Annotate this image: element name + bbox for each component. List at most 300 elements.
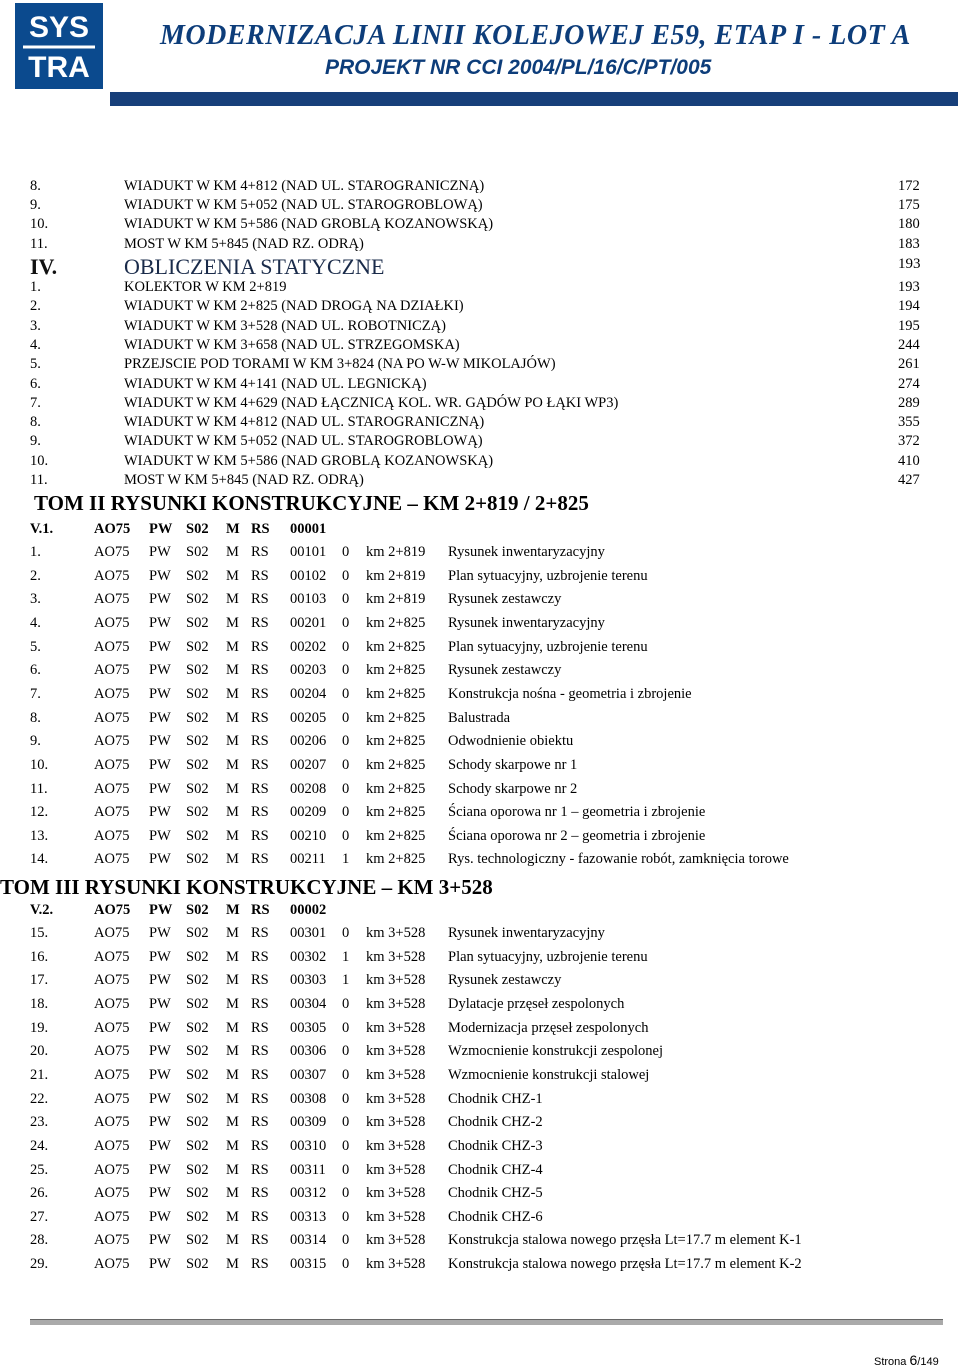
volume-code-part: S02: [186, 521, 209, 537]
drawing-number: 19.: [30, 1019, 49, 1036]
toc-number: 10.: [30, 216, 49, 233]
drawing-sheet: 00209: [290, 804, 327, 821]
table-row: [30, 949, 930, 969]
toc-entry: [30, 356, 930, 375]
drawing-code-a: AO75: [94, 733, 130, 750]
toc-page: 193: [898, 279, 920, 295]
drawing-title: Wzmocnienie konstrukcji zespolonej: [448, 1043, 664, 1060]
volume-code-part: 00001: [290, 521, 327, 537]
drawing-code-d: M: [226, 1256, 239, 1273]
table-row: [30, 1256, 930, 1276]
drawing-km: km 2+825: [366, 780, 426, 797]
drawing-code-b: PW: [149, 567, 171, 584]
drawing-code-d: M: [226, 780, 239, 797]
drawing-sheet: 00206: [290, 733, 327, 750]
table-row: [30, 828, 930, 848]
drawing-code-e: RS: [251, 1137, 269, 1154]
drawing-sheet: 00101: [290, 544, 327, 560]
toc-entry: [30, 414, 930, 433]
toc-page: 195: [898, 317, 920, 334]
drawing-km: km 3+528: [366, 1043, 426, 1060]
drawing-code-b: PW: [149, 995, 171, 1012]
drawing-code-d: M: [226, 1161, 239, 1178]
volume-code-part: S02: [186, 902, 209, 918]
drawing-code-d: M: [226, 1114, 239, 1131]
drawing-number: 15.: [30, 925, 49, 941]
drawing-number: 17.: [30, 972, 49, 989]
table-row: [30, 1209, 930, 1229]
drawing-code-d: M: [226, 733, 239, 750]
toc-title: PRZEJSCIE POD TORAMI W KM 3+824 (NA PO W-W MIKOLAJÓW): [124, 356, 556, 373]
drawing-revision: 0: [342, 995, 350, 1012]
drawing-code-d: M: [226, 1208, 239, 1225]
drawing-number: 10.: [30, 756, 49, 773]
drawing-title: Modernizacja przęseł zespolonych: [448, 1019, 649, 1036]
drawing-code-e: RS: [251, 1090, 269, 1107]
drawing-sheet: 00211: [290, 851, 326, 868]
drawing-code-b: PW: [149, 804, 171, 821]
drawing-code-d: M: [226, 1232, 239, 1249]
toc-number: 8.: [30, 414, 41, 431]
drawing-km: km 3+528: [366, 1114, 426, 1131]
drawing-title: Schody skarpowe nr 1: [448, 756, 578, 773]
drawing-code-b: PW: [149, 1114, 171, 1131]
drawing-title: Chodnik CHZ-4: [448, 1161, 543, 1178]
toc-number: 9.: [30, 433, 41, 450]
drawing-code-a: AO75: [94, 1019, 130, 1036]
toc-title: WIADUKT W KM 5+052 (NAD UL. STAROGROBLOWĄ): [124, 433, 483, 450]
toc-title: WIADUKT W KM 4+141 (NAD UL. LEGNICKĄ): [124, 375, 427, 392]
drawing-code-c: S02: [186, 995, 209, 1012]
drawing-sheet: 00307: [290, 1066, 327, 1083]
drawing-km: km 3+528: [366, 1208, 426, 1225]
drawing-sheet: 00305: [290, 1019, 327, 1036]
drawing-code-c: S02: [186, 638, 209, 655]
drawing-code-a: AO75: [94, 1090, 130, 1107]
drawing-code-a: AO75: [94, 780, 130, 797]
drawing-revision: 0: [342, 1208, 350, 1225]
drawing-code-a: AO75: [94, 1185, 130, 1202]
table-row: [30, 1138, 930, 1158]
drawing-code-d: M: [226, 709, 239, 726]
page-total: /149: [917, 1356, 939, 1368]
drawing-km: km 2+825: [366, 733, 426, 750]
drawing-title: Wzmocnienie konstrukcji stalowej: [448, 1066, 650, 1083]
drawing-km: km 3+528: [366, 1185, 426, 1202]
drawing-code-d: M: [226, 851, 239, 868]
drawing-code-c: S02: [186, 1066, 209, 1083]
drawing-code-c: S02: [186, 685, 209, 702]
drawing-code-d: M: [226, 1090, 239, 1107]
toc-number: 9.: [30, 197, 41, 214]
drawing-code-a: AO75: [94, 638, 130, 655]
drawing-title: Rys. technologiczny - fazowanie robót, zamknięcia torowe: [448, 851, 789, 868]
drawing-code-a: AO75: [94, 685, 130, 702]
drawing-code-b: PW: [149, 733, 171, 750]
drawing-number: 23.: [30, 1114, 49, 1131]
drawing-code-a: AO75: [94, 1137, 130, 1154]
section-title: OBLICZENIA STATYCZNE: [124, 254, 385, 279]
drawing-sheet: 00205: [290, 709, 327, 726]
drawing-code-a: AO75: [94, 1114, 130, 1131]
drawing-code-c: S02: [186, 1161, 209, 1178]
toc-page: 175: [898, 197, 920, 214]
drawing-title: Konstrukcja stalowa nowego przęsła Lt=17.7 m element K-1: [448, 1232, 802, 1249]
table-row: [30, 1043, 930, 1063]
drawing-km: km 2+825: [366, 851, 426, 868]
drawing-number: 24.: [30, 1137, 49, 1154]
drawing-code-c: S02: [186, 567, 209, 584]
drawing-code-c: S02: [186, 1019, 209, 1036]
drawing-number: 12.: [30, 804, 49, 821]
drawing-code-e: RS: [251, 1043, 269, 1060]
drawing-number: 6.: [30, 662, 41, 679]
drawing-km: km 3+528: [366, 995, 426, 1012]
drawing-code-c: S02: [186, 756, 209, 773]
drawing-number: 1.: [30, 544, 41, 560]
drawing-code-d: M: [226, 972, 239, 989]
toc-entry: [30, 236, 930, 255]
drawing-code-e: RS: [251, 1114, 269, 1131]
drawing-number: 2.: [30, 567, 41, 584]
drawing-number: 22.: [30, 1090, 49, 1107]
drawing-code-a: AO75: [94, 1066, 130, 1083]
drawing-code-e: RS: [251, 544, 269, 560]
drawing-revision: 0: [342, 1232, 350, 1249]
toc-number: 2.: [30, 298, 41, 315]
table-row: [30, 972, 930, 992]
drawing-code-b: PW: [149, 948, 171, 965]
toc-number: 6.: [30, 375, 41, 392]
drawing-code-d: M: [226, 591, 239, 608]
drawing-revision: 0: [342, 1114, 350, 1131]
drawing-sheet: 00313: [290, 1208, 327, 1225]
drawing-code-a: AO75: [94, 1232, 130, 1249]
drawing-sheet: 00308: [290, 1090, 327, 1107]
table-row: [30, 1232, 930, 1252]
volume-code-part: AO75: [94, 902, 131, 918]
drawing-code-b: PW: [149, 1066, 171, 1083]
page-current: 6: [909, 1352, 918, 1368]
volume-code-part: AO75: [94, 521, 131, 537]
drawing-code-c: S02: [186, 1114, 209, 1131]
drawing-code-e: RS: [251, 662, 269, 679]
drawing-code-d: M: [226, 544, 239, 560]
drawing-title: Rysunek zestawczy: [448, 591, 562, 608]
toc-entry: [30, 197, 930, 216]
drawing-code-a: AO75: [94, 995, 130, 1012]
drawing-title: Rysunek inwentaryzacyjny: [448, 614, 605, 631]
table-row: [30, 804, 930, 824]
table-row: [30, 615, 930, 635]
drawing-km: km 2+825: [366, 756, 426, 773]
toc-entry: [30, 298, 930, 317]
drawing-title: Rysunek inwentaryzacyjny: [448, 925, 605, 941]
drawing-number: 4.: [30, 614, 41, 631]
drawing-code-b: PW: [149, 591, 171, 608]
drawing-title: Rysunek zestawczy: [448, 972, 562, 989]
drawing-sheet: 00315: [290, 1256, 327, 1273]
drawing-code-e: RS: [251, 733, 269, 750]
drawing-code-b: PW: [149, 1137, 171, 1154]
systra-logo: [15, 3, 103, 89]
drawing-code-c: S02: [186, 662, 209, 679]
toc-entry: [30, 216, 930, 235]
toc-number: 11.: [30, 235, 48, 252]
toc-entry: [30, 279, 930, 298]
drawing-revision: 1: [342, 972, 350, 989]
drawing-revision: 0: [342, 1185, 350, 1202]
document-title: MODERNIZACJA LINII KOLEJOWEJ E59, ETAP I - LOT A: [160, 20, 911, 51]
drawing-title: Dylatacje przęseł zespolonych: [448, 995, 625, 1012]
drawing-revision: 0: [342, 1066, 350, 1083]
drawing-number: 26.: [30, 1185, 49, 1202]
table-row: [30, 1020, 930, 1040]
toc-page: 172: [898, 178, 920, 194]
drawing-revision: 0: [342, 1043, 350, 1060]
drawing-revision: 0: [342, 544, 350, 560]
table-row: [30, 544, 930, 564]
toc-number: 8.: [30, 178, 41, 194]
toc-page: 355: [898, 414, 920, 431]
table-row: [30, 925, 930, 945]
toc-page: 183: [898, 235, 920, 252]
project-number: PROJEKT NR CCI 2004/PL/16/C/PT/005: [325, 56, 712, 79]
drawing-code-a: AO75: [94, 1208, 130, 1225]
drawing-sheet: 00103: [290, 591, 327, 608]
drawing-code-a: AO75: [94, 567, 130, 584]
drawing-revision: 0: [342, 733, 350, 750]
logo-text-top: SYS: [28, 11, 90, 44]
drawing-code-c: S02: [186, 544, 209, 560]
drawing-code-b: PW: [149, 1043, 171, 1060]
toc-number: 10.: [30, 452, 49, 469]
drawing-code-b: PW: [149, 851, 171, 868]
drawing-code-d: M: [226, 614, 239, 631]
drawing-number: 18.: [30, 995, 49, 1012]
toc-title: WIADUKT W KM 5+052 (NAD UL. STAROGROBLOWĄ): [124, 197, 483, 214]
table-row: [30, 568, 930, 588]
drawing-revision: 1: [342, 948, 350, 965]
drawing-code-e: RS: [251, 1019, 269, 1036]
table-row: [30, 639, 930, 659]
drawing-km: km 2+819: [366, 544, 426, 560]
drawing-number: 11.: [30, 780, 48, 797]
table-row: [30, 1114, 930, 1134]
drawing-code-a: AO75: [94, 662, 130, 679]
toc-number: 7.: [30, 394, 41, 411]
drawing-code-d: M: [226, 685, 239, 702]
toc-page: 427: [898, 472, 920, 488]
toc-title: WIADUKT W KM 5+586 (NAD GROBLĄ KOZANOWSKĄ): [124, 452, 494, 469]
footer-rule: [30, 1319, 943, 1325]
drawing-code-b: PW: [149, 1185, 171, 1202]
toc-title: MOST W KM 5+845 (NAD RZ. ODRĄ): [124, 472, 364, 488]
toc-entry: [30, 337, 930, 356]
drawing-code-d: M: [226, 756, 239, 773]
table-row: [30, 710, 930, 730]
drawing-code-a: AO75: [94, 851, 130, 868]
drawing-code-b: PW: [149, 780, 171, 797]
drawing-revision: 0: [342, 567, 350, 584]
drawing-code-e: RS: [251, 1185, 269, 1202]
drawing-km: km 3+528: [366, 1019, 426, 1036]
toc-entry: [30, 453, 930, 472]
drawing-code-a: AO75: [94, 1161, 130, 1178]
drawing-sheet: 00204: [290, 685, 327, 702]
drawing-revision: 0: [342, 662, 350, 679]
tom2-heading: TOM II RYSUNKI KONSTRUKCYJNE – KM 2+819 / 2+825: [34, 491, 589, 515]
drawing-title: Ściana oporowa nr 1 – geometria i zbrojenie: [448, 804, 706, 821]
volume-code-part: PW: [149, 902, 173, 918]
toc-page: 410: [898, 452, 920, 469]
toc-page: 289: [898, 394, 920, 411]
drawing-km: km 3+528: [366, 972, 426, 989]
drawing-code-e: RS: [251, 827, 269, 844]
volume-code-part: M: [226, 521, 240, 537]
toc-title: WIADUKT W KM 5+586 (NAD GROBLĄ KOZANOWSKĄ): [124, 216, 494, 233]
drawing-km: km 2+825: [366, 827, 426, 844]
drawing-sheet: 00306: [290, 1043, 327, 1060]
drawing-km: km 3+528: [366, 948, 426, 965]
drawing-title: Rysunek zestawczy: [448, 662, 562, 679]
table-row: [30, 996, 930, 1016]
toc-number: 11.: [30, 472, 48, 488]
drawing-revision: 1: [342, 851, 350, 868]
drawing-code-d: M: [226, 948, 239, 965]
drawing-number: 3.: [30, 591, 41, 608]
drawing-code-a: AO75: [94, 756, 130, 773]
drawing-code-b: PW: [149, 925, 171, 941]
drawing-code-d: M: [226, 1019, 239, 1036]
table-row: [30, 686, 930, 706]
drawing-title: Plan sytuacyjny, uzbrojenie terenu: [448, 567, 648, 584]
drawing-code-b: PW: [149, 1256, 171, 1273]
drawing-title: Chodnik CHZ-6: [448, 1208, 543, 1225]
drawing-code-e: RS: [251, 972, 269, 989]
drawing-revision: 0: [342, 1090, 350, 1107]
drawing-km: km 3+528: [366, 1066, 426, 1083]
drawing-code-e: RS: [251, 1256, 269, 1273]
drawing-number: 9.: [30, 733, 41, 750]
drawing-sheet: 00208: [290, 780, 327, 797]
drawing-km: km 2+825: [366, 614, 426, 631]
drawing-code-b: PW: [149, 685, 171, 702]
drawing-number: 14.: [30, 851, 49, 868]
drawing-title: Chodnik CHZ-2: [448, 1114, 543, 1131]
toc-title: WIADUKT W KM 4+629 (NAD ŁĄCZNICĄ KOL. WR. GĄDÓW PO ŁĄKI WP3): [124, 394, 619, 411]
drawing-sheet: 00102: [290, 567, 327, 584]
drawing-code-e: RS: [251, 567, 269, 584]
drawing-code-e: RS: [251, 925, 269, 941]
drawing-code-b: PW: [149, 756, 171, 773]
page-label: Strona: [874, 1356, 907, 1368]
drawing-code-b: PW: [149, 972, 171, 989]
drawing-code-a: AO75: [94, 804, 130, 821]
drawing-km: km 3+528: [366, 1256, 426, 1273]
drawing-code-b: PW: [149, 662, 171, 679]
toc-title: WIADUKT W KM 3+658 (NAD UL. STRZEGOMSKA): [124, 336, 460, 353]
drawing-number: 7.: [30, 685, 41, 702]
drawing-code-c: S02: [186, 709, 209, 726]
drawing-revision: 0: [342, 638, 350, 655]
drawing-revision: 0: [342, 1256, 350, 1273]
drawing-title: Balustrada: [448, 709, 511, 726]
drawing-km: km 3+528: [366, 925, 426, 941]
drawing-code-a: AO75: [94, 544, 130, 560]
logo-graphic: [15, 3, 103, 89]
drawing-code-c: S02: [186, 780, 209, 797]
volume-code-part: 00002: [290, 902, 327, 918]
volume-code-part: V.1.: [30, 521, 54, 537]
drawing-revision: 0: [342, 685, 350, 702]
toc-number: 3.: [30, 317, 41, 334]
table-row: [30, 1091, 930, 1111]
table-row: [30, 1162, 930, 1182]
volume-code-part: RS: [251, 902, 270, 918]
drawing-code-d: M: [226, 827, 239, 844]
drawing-code-c: S02: [186, 972, 209, 989]
drawing-revision: 0: [342, 780, 350, 797]
volume-code-part: V.2.: [30, 902, 54, 918]
drawing-code-c: S02: [186, 1185, 209, 1202]
drawing-revision: 0: [342, 827, 350, 844]
drawing-code-e: RS: [251, 614, 269, 631]
drawing-code-c: S02: [186, 925, 209, 941]
drawing-sheet: 00207: [290, 756, 327, 773]
toc-title: MOST W KM 5+845 (NAD RZ. ODRĄ): [124, 235, 364, 252]
drawing-sheet: 00310: [290, 1137, 327, 1154]
drawing-sheet: 00203: [290, 662, 327, 679]
section-iv-heading: [30, 254, 930, 280]
drawing-code-d: M: [226, 567, 239, 584]
header-rule: [110, 92, 958, 106]
drawing-sheet: 00314: [290, 1232, 327, 1249]
drawing-revision: 0: [342, 1137, 350, 1154]
drawing-code-c: S02: [186, 1208, 209, 1225]
drawing-code-e: RS: [251, 780, 269, 797]
drawing-code-e: RS: [251, 709, 269, 726]
drawing-title: Chodnik CHZ-1: [448, 1090, 543, 1107]
drawing-code-a: AO75: [94, 925, 130, 941]
logo-text-bottom: TRA: [28, 51, 90, 84]
drawing-code-d: M: [226, 1137, 239, 1154]
drawing-sheet: 00301: [290, 925, 327, 941]
toc-page: 274: [898, 375, 920, 392]
drawing-title: Rysunek inwentaryzacyjny: [448, 544, 605, 560]
drawing-code-d: M: [226, 1043, 239, 1060]
drawing-code-a: AO75: [94, 948, 130, 965]
drawing-km: km 2+825: [366, 685, 426, 702]
drawing-number: 16.: [30, 948, 49, 965]
drawing-code-b: PW: [149, 1090, 171, 1107]
drawing-code-c: S02: [186, 614, 209, 631]
toc-page: 372: [898, 433, 920, 450]
toc-page: 244: [898, 336, 920, 353]
toc-page: 261: [898, 356, 920, 373]
drawing-revision: 0: [342, 1161, 350, 1178]
drawing-title: Plan sytuacyjny, uzbrojenie terenu: [448, 638, 648, 655]
table-row: [30, 662, 930, 682]
table-row: [30, 1185, 930, 1205]
drawing-code-b: PW: [149, 709, 171, 726]
drawing-code-d: M: [226, 925, 239, 941]
toc-entry: [30, 178, 930, 197]
drawing-km: km 2+825: [366, 638, 426, 655]
toc-entry: [30, 376, 930, 395]
drawing-code-e: RS: [251, 1161, 269, 1178]
toc-title: WIADUKT W KM 4+812 (NAD UL. STAROGRANICZNĄ): [124, 414, 485, 431]
